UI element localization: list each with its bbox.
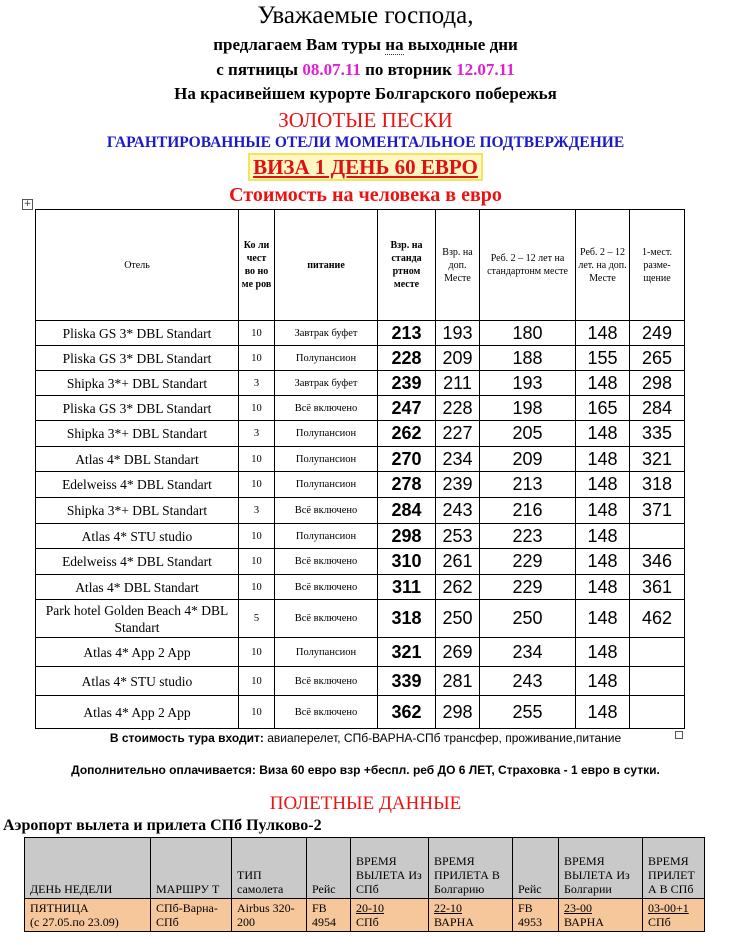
child-extra-price: 148 xyxy=(576,371,630,396)
child-extra-price: 148 xyxy=(576,638,630,667)
hotel-cell: Edelweiss 4* DBL Standart xyxy=(36,472,239,498)
flight-dep-bg xyxy=(559,899,643,932)
meal-cell: Завтрак буфет xyxy=(275,321,378,346)
meal-cell: Полупансион xyxy=(275,421,378,447)
adult-std-price: 278 xyxy=(378,472,436,498)
price-row xyxy=(36,421,685,447)
qty-cell: 10 xyxy=(239,638,275,667)
child-std-price: 180 xyxy=(480,321,576,346)
arr-spb-time: 03-00+1 xyxy=(648,901,689,915)
price-row xyxy=(36,667,685,696)
child-extra-price: 148 xyxy=(576,498,630,524)
child-extra-price: 155 xyxy=(576,346,630,371)
price-row xyxy=(36,638,685,667)
fcol-arr-spb: ВРЕМЯ ПРИЛЕТ А В СПб xyxy=(643,838,705,899)
adult-std-price: 284 xyxy=(378,498,436,524)
price-row xyxy=(36,447,685,472)
price-row xyxy=(36,498,685,524)
child-std-price: 198 xyxy=(480,396,576,421)
meal-cell: Всё включено xyxy=(275,396,378,421)
adult-std-price: 213 xyxy=(378,321,436,346)
offer-pre: предлагаем Вам туры xyxy=(213,35,386,54)
meal-cell: Полупансион xyxy=(275,472,378,498)
hotel-cell: Edelweiss 4* DBL Standart xyxy=(36,549,239,575)
adult-extra-price: 211 xyxy=(436,371,480,396)
col-hotel: Отель xyxy=(36,210,239,321)
flights-title: ПОЛЕТНЫЕ ДАННЫЕ xyxy=(269,793,462,814)
child-std-price: 229 xyxy=(480,549,576,575)
dates-line xyxy=(0,60,731,80)
single-price: 361 xyxy=(630,575,685,600)
adult-std-price: 339 xyxy=(378,667,436,696)
qty-cell: 10 xyxy=(239,667,275,696)
flights-header-row xyxy=(25,838,705,899)
qty-cell: 3 xyxy=(239,371,275,396)
col-qty: Ко ли чест во но ме ров xyxy=(239,210,275,321)
hotel-cell: Atlas 4* DBL Standart xyxy=(36,447,239,472)
col-meal: питание xyxy=(275,210,378,321)
single-price xyxy=(630,638,685,667)
adult-std-price: 270 xyxy=(378,447,436,472)
col-single: 1-мест. разме-щение xyxy=(630,210,685,321)
airport-line: Аэропорт вылета и прилета СПб Пулково-2 xyxy=(3,817,322,834)
flights-row xyxy=(25,899,705,932)
adult-extra-price: 227 xyxy=(436,421,480,447)
qty-cell: 10 xyxy=(239,549,275,575)
child-extra-price: 148 xyxy=(576,696,630,729)
child-std-price: 205 xyxy=(480,421,576,447)
adult-std-price: 362 xyxy=(378,696,436,729)
offer-line xyxy=(0,35,731,55)
hotel-cell: Atlas 4* DBL Standart xyxy=(36,575,239,600)
child-extra-price: 148 xyxy=(576,524,630,549)
greeting: Уважаемые господа, xyxy=(257,2,474,29)
price-row xyxy=(36,346,685,371)
child-extra-price: 148 xyxy=(576,549,630,575)
dep-spb-city: СПб xyxy=(356,915,379,929)
child-std-price: 250 xyxy=(480,600,576,638)
child-std-price: 255 xyxy=(480,696,576,729)
child-std-price: 223 xyxy=(480,524,576,549)
visa-banner xyxy=(0,155,731,180)
hotel-cell: Atlas 4* App 2 App xyxy=(36,638,239,667)
adult-extra-price: 239 xyxy=(436,472,480,498)
included-line xyxy=(0,731,731,745)
adult-std-price: 239 xyxy=(378,371,436,396)
adult-extra-price: 281 xyxy=(436,667,480,696)
col-child-std: Реб. 2 – 12 лет на стандартонм месте xyxy=(480,210,576,321)
child-std-price: 209 xyxy=(480,447,576,472)
single-price xyxy=(630,696,685,729)
offer-na: на xyxy=(385,35,404,54)
flight-day-name: ПЯТНИЦА xyxy=(30,901,89,915)
meal-cell: Полупансион xyxy=(275,346,378,371)
fcol-dep-bg: ВРЕМЯ ВЫЛЕТА Из Болгарии xyxy=(559,838,643,899)
included-label: В стоимость тура входит: xyxy=(109,731,264,745)
qty-cell: 10 xyxy=(239,447,275,472)
price-row xyxy=(36,371,685,396)
hotel-cell: Pliska GS 3* DBL Standart xyxy=(36,396,239,421)
hotel-cell: Shipka 3*+ DBL Standart xyxy=(36,371,239,396)
meal-cell: Всё включено xyxy=(275,498,378,524)
child-extra-price: 148 xyxy=(576,575,630,600)
resort-title: ЗОЛОТЫЕ ПЕСКИ xyxy=(278,108,453,132)
child-std-price: 234 xyxy=(480,638,576,667)
qty-cell: 10 xyxy=(239,346,275,371)
adult-std-price: 262 xyxy=(378,421,436,447)
adult-std-price: 298 xyxy=(378,524,436,549)
dates-mid: по вторник xyxy=(360,60,457,79)
hotel-cell: Atlas 4* STU studio xyxy=(36,667,239,696)
arr-bg-time: 22-10 xyxy=(434,901,462,915)
qty-cell: 10 xyxy=(239,575,275,600)
fcol-arr-bg: ВРЕМЯ ПРИЛЕТА В Болгарию xyxy=(429,838,513,899)
flight-back-number: FB 4953 xyxy=(513,899,559,932)
child-extra-price: 165 xyxy=(576,396,630,421)
price-row xyxy=(36,549,685,575)
adult-extra-price: 243 xyxy=(436,498,480,524)
flight-route: СПб-Варна-СПб xyxy=(151,899,232,932)
flight-out-number: FB 4954 xyxy=(307,899,351,932)
meal-cell: Полупансион xyxy=(275,447,378,472)
hotel-cell: Shipka 3*+ DBL Standart xyxy=(36,498,239,524)
child-std-price: 213 xyxy=(480,472,576,498)
single-price: 335 xyxy=(630,421,685,447)
single-price: 462 xyxy=(630,600,685,638)
hotel-cell: Park hotel Golden Beach 4* DBL Standart xyxy=(36,600,239,638)
included-text: авиаперелет, СПб-ВАРНА-СПб трансфер, проживание,питание xyxy=(263,731,622,745)
single-price: 249 xyxy=(630,321,685,346)
single-price: 265 xyxy=(630,346,685,371)
adult-std-price: 318 xyxy=(378,600,436,638)
flight-dep-spb xyxy=(351,899,429,932)
price-table xyxy=(35,209,685,729)
dep-spb-time: 20-10 xyxy=(356,901,384,915)
single-price: 298 xyxy=(630,371,685,396)
extra-payment: Дополнительно оплачивается: Виза 60 евро взр +беспл. реб ДО 6 ЛЕТ, Страховка - 1 евро в сутки. xyxy=(71,763,660,777)
adult-extra-price: 234 xyxy=(436,447,480,472)
adult-extra-price: 269 xyxy=(436,638,480,667)
fcol-plane: ТИП самолета xyxy=(232,838,307,899)
price-row xyxy=(36,696,685,729)
qty-cell: 10 xyxy=(239,321,275,346)
price-row xyxy=(36,524,685,549)
adult-extra-price: 193 xyxy=(436,321,480,346)
flights-table xyxy=(24,837,705,932)
adult-extra-price: 262 xyxy=(436,575,480,600)
adult-extra-price: 250 xyxy=(436,600,480,638)
hotel-cell: Shipka 3*+ DBL Standart xyxy=(36,421,239,447)
adult-extra-price: 253 xyxy=(436,524,480,549)
adult-std-price: 311 xyxy=(378,575,436,600)
col-child-extra: Реб. 2 – 12 лет. на доп. Месте xyxy=(576,210,630,321)
child-extra-price: 148 xyxy=(576,667,630,696)
price-row xyxy=(36,575,685,600)
child-std-price: 229 xyxy=(480,575,576,600)
child-extra-price: 148 xyxy=(576,421,630,447)
offer-post: выходные дни xyxy=(403,35,518,54)
qty-cell: 3 xyxy=(239,498,275,524)
visa-text: ВИЗА 1 ДЕНЬ 60 ЕВРО xyxy=(248,153,483,181)
child-extra-price: 148 xyxy=(576,321,630,346)
adult-extra-price: 261 xyxy=(436,549,480,575)
coast-line: На красивейшем курорте Болгарского побережья xyxy=(174,84,557,103)
price-row xyxy=(36,396,685,421)
hotel-cell: Pliska GS 3* DBL Standart xyxy=(36,321,239,346)
single-price xyxy=(630,524,685,549)
price-table-body xyxy=(36,321,685,729)
meal-cell: Всё включено xyxy=(275,667,378,696)
qty-cell: 10 xyxy=(239,472,275,498)
cost-title: Стоимость на человека в евро xyxy=(229,184,502,206)
flight-arr-bg xyxy=(429,899,513,932)
price-table-header-row xyxy=(36,210,685,321)
meal-cell: Всё включено xyxy=(275,696,378,729)
child-extra-price: 148 xyxy=(576,600,630,638)
single-price: 346 xyxy=(630,549,685,575)
child-extra-price: 148 xyxy=(576,472,630,498)
arr-spb-city: СПб xyxy=(648,915,671,929)
adult-std-price: 310 xyxy=(378,549,436,575)
meal-cell: Всё включено xyxy=(275,600,378,638)
adult-extra-price: 228 xyxy=(436,396,480,421)
flight-day-period: (с 27.05.по 23.09) xyxy=(30,915,119,929)
adult-extra-price: 298 xyxy=(436,696,480,729)
dep-bg-time: 23-00 xyxy=(564,901,592,915)
fcol-flight-back: Рейс xyxy=(513,838,559,899)
fcol-route: МАРШРУ Т xyxy=(151,838,232,899)
col-adult-std: Взр. на станда ртном месте xyxy=(378,210,436,321)
fcol-dep-spb: ВРЕМЯ ВЫЛЕТА Из СПб xyxy=(351,838,429,899)
single-price: 371 xyxy=(630,498,685,524)
qty-cell: 10 xyxy=(239,696,275,729)
child-std-price: 193 xyxy=(480,371,576,396)
single-price: 318 xyxy=(630,472,685,498)
qty-cell: 10 xyxy=(239,396,275,421)
child-std-price: 243 xyxy=(480,667,576,696)
date-to: 12.07.11 xyxy=(456,60,515,79)
fcol-day: ДЕНЬ НЕДЕЛИ xyxy=(25,838,151,899)
adult-std-price: 321 xyxy=(378,638,436,667)
guarantee-line: ГАРАНТИРОВАННЫЕ ОТЕЛИ МОМЕНТАЛЬНОЕ ПОДТВЕРЖДЕНИЕ xyxy=(106,134,625,151)
col-adult-extra: Взр. на доп. Месте xyxy=(436,210,480,321)
qty-cell: 10 xyxy=(239,524,275,549)
hotel-cell: Atlas 4* App 2 App xyxy=(36,696,239,729)
table-move-handle-icon[interactable]: + xyxy=(23,199,32,209)
price-row xyxy=(36,321,685,346)
qty-cell: 3 xyxy=(239,421,275,447)
meal-cell: Завтрак буфет xyxy=(275,371,378,396)
hotel-cell: Pliska GS 3* DBL Standart xyxy=(36,346,239,371)
dep-bg-city: ВАРНА xyxy=(564,915,604,929)
child-std-price: 188 xyxy=(480,346,576,371)
meal-cell: Полупансион xyxy=(275,638,378,667)
meal-cell: Всё включено xyxy=(275,549,378,575)
flight-arr-spb xyxy=(643,899,705,932)
child-std-price: 216 xyxy=(480,498,576,524)
adult-std-price: 228 xyxy=(378,346,436,371)
single-price: 321 xyxy=(630,447,685,472)
adult-extra-price: 209 xyxy=(436,346,480,371)
single-price xyxy=(630,667,685,696)
dates-pre: с пятницы xyxy=(216,60,303,79)
single-price: 284 xyxy=(630,396,685,421)
adult-std-price: 247 xyxy=(378,396,436,421)
qty-cell: 5 xyxy=(239,600,275,638)
flight-plane: Airbus 320-200 xyxy=(232,899,307,932)
date-from: 08.07.11 xyxy=(302,60,361,79)
arr-bg-city: ВАРНА xyxy=(434,915,474,929)
fcol-flight-out: Рейс xyxy=(307,838,351,899)
price-row xyxy=(36,600,685,638)
meal-cell: Всё включено xyxy=(275,575,378,600)
price-row xyxy=(36,472,685,498)
hotel-cell: Atlas 4* STU studio xyxy=(36,524,239,549)
meal-cell: Полупансион xyxy=(275,524,378,549)
flight-day xyxy=(25,899,151,932)
child-extra-price: 148 xyxy=(576,447,630,472)
